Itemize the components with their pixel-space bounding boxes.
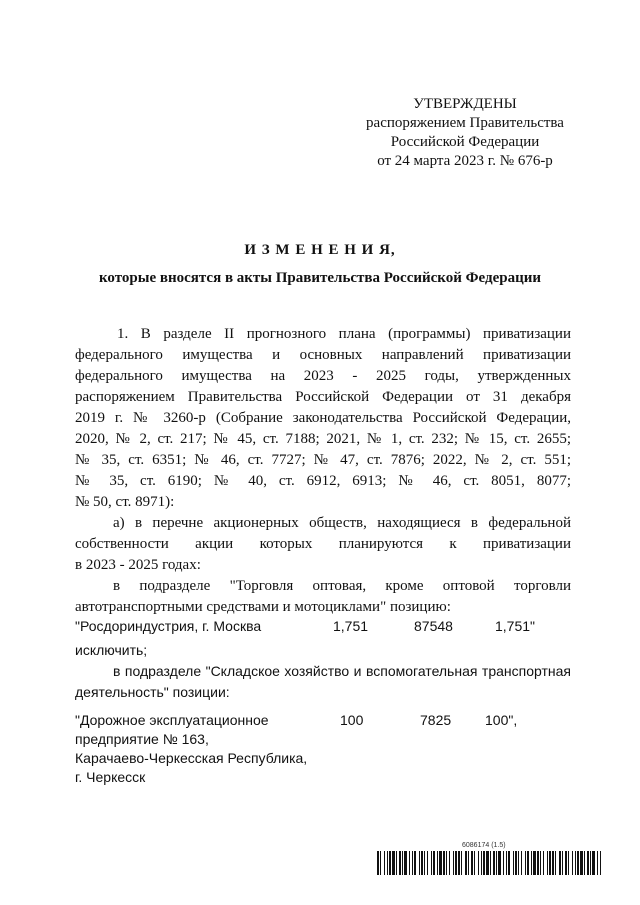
barcode-icon: [377, 851, 602, 875]
table-cell-value: 1,751": [495, 618, 536, 634]
barcode-number: 6086174 (1.5): [462, 842, 506, 849]
text-line: а) в перечне акционерных обществ, находящиеся в федеральной: [113, 515, 571, 531]
table-cell-value: 100",: [485, 712, 518, 728]
approval-line: УТВЕРЖДЕНЫ: [413, 96, 517, 112]
text-line: 1. В разделе II прогнозного плана (программы) приватизации: [117, 326, 571, 342]
text-line: № 35, ст. 6351; № 46, ст. 7727; № 47, ст. 7876; 2022, № 2, ст. 551;: [75, 452, 571, 468]
text-line: № 35, ст. 6190; № 40, ст. 6912, 6913; № 46, ст. 8051, 8077;: [75, 473, 571, 489]
text-line: 2019 г. № 3260-р (Собрание законодательства Российской Федерации,: [75, 410, 571, 426]
table-cell-name: "Дорожное эксплуатационное: [75, 712, 269, 728]
text-line: федерального имущества на 2023 - 2025 годы, утвержденных: [75, 368, 571, 384]
text-line: собственности акции которых планируются к приватизации: [75, 536, 571, 552]
table-cell-name: "Росдориндустрия, г. Москва: [75, 618, 262, 634]
table-cell-name: Карачаево-Черкесская Республика,: [75, 750, 308, 766]
table-cell-value: 87548: [414, 618, 453, 634]
table-cell-name: предприятие № 163,: [75, 731, 209, 747]
document-subtitle: которые вносятся в акты Правительства Российской Федерации: [98, 270, 542, 286]
document-title: И З М Е Н Е Н И Я,: [244, 242, 396, 258]
text-line: распоряжением Правительства Российской Федерации от 31 декабря: [75, 389, 571, 405]
approval-line: от 24 марта 2023 г. № 676-р: [377, 153, 553, 169]
text-line: федерального имущества и основных направлений приватизации: [75, 347, 571, 363]
table-cell-value: 1,751: [333, 618, 369, 634]
text-line: автотранспортными средствами и мотоциклами" позицию:: [75, 599, 451, 615]
text-line: в подразделе "Торговля оптовая, кроме оптовой торговли: [113, 578, 571, 594]
table-cell-value: 7825: [420, 712, 452, 728]
approval-block: [330, 95, 600, 171]
text-line: деятельность" позиции:: [75, 684, 230, 700]
text-line: № 50, ст. 8971):: [75, 494, 175, 510]
table-cell-value: 100: [340, 712, 364, 728]
approval-line: распоряжением Правительства: [366, 115, 564, 131]
text-line: 2020, № 2, ст. 217; № 45, ст. 7188; 2021, № 1, ст. 232; № 15, ст. 2655;: [75, 431, 571, 447]
approval-line: Российской Федерации: [390, 134, 540, 150]
text-line: исключить;: [75, 642, 148, 658]
table-cell-name: г. Черкесск: [75, 769, 146, 785]
text-line: в 2023 - 2025 годах:: [75, 557, 201, 573]
text-line: в подразделе "Складское хозяйство и вспомогательная транспортная: [113, 663, 571, 679]
